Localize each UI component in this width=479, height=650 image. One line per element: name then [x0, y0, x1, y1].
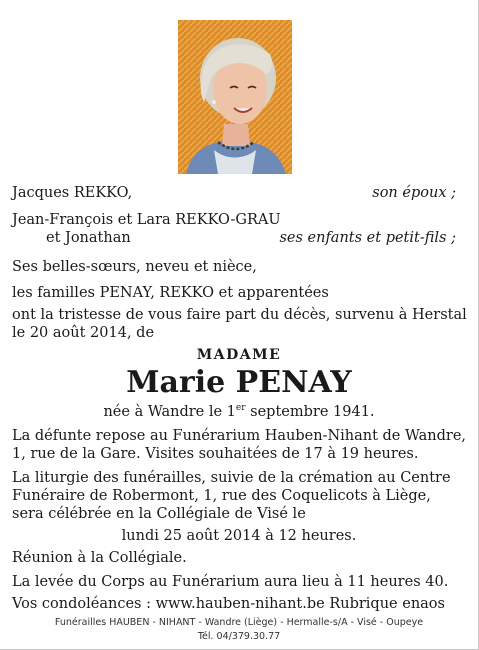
announcement-line2: le 20 août 2014, de [12, 325, 155, 341]
children-role: ses enfants et petit-fils ; [279, 230, 456, 246]
families-line: les familles PENAY, REKKO et apparentées [12, 285, 329, 301]
liturgy-line2: Funéraire de Robermont, 1, rue des Coquelicots à Liège, [12, 488, 431, 504]
meeting-line: Réunion à la Collégiale. [12, 550, 187, 566]
husband-line [12, 184, 456, 202]
announcement-line1: ont la tristesse de vous faire part du décès, survenu à Herstal [12, 307, 467, 323]
siblings-line: Ses belles-sœurs, neveu et nièce, [12, 259, 257, 275]
husband-role: son époux ; [372, 185, 456, 201]
deceased-title: MADAME [196, 347, 282, 363]
ceremony-date: lundi 25 août 2014 à 12 heures. [121, 528, 357, 544]
condolences-line[interactable]: Vos condoléances : www.hauben-nihant.be Rubrique enaos [12, 596, 445, 612]
liturgy-line3: sera célébrée en la Collégiale de Visé le [12, 506, 306, 522]
birth-line [0, 403, 478, 421]
grandchild-name: et Jonathan [46, 230, 131, 246]
footer-phone: Tél. 04/379.30.77 [197, 631, 281, 642]
children-line1: Jean-François et Lara REKKO-GRAU [12, 212, 281, 228]
birth-suffix: septembre 1941. [245, 404, 375, 420]
repose-line2: 1, rue de la Gare. Visites souhaitées de 17 à 19 heures. [12, 446, 419, 462]
portrait-photo [178, 20, 292, 174]
deceased-name: Marie PENAY [126, 365, 352, 400]
footer-line1: Funérailles HAUBEN - NIHANT - Wandre (Liège) - Hermalle-s/A - Visé - Oupeye [54, 617, 424, 628]
husband-name: Jacques REKKO, [12, 185, 133, 201]
portrait-image [178, 20, 292, 174]
repose-line1: La défunte repose au Funérarium Hauben-Nihant de Wandre, [12, 428, 467, 444]
birth-sup: er [235, 403, 246, 414]
departure-line: La levée du Corps au Funérarium aura lieu à 11 heures 40. [12, 574, 449, 590]
children-line2 [12, 229, 456, 247]
birth-prefix: née à Wandre le 1 [103, 404, 236, 420]
liturgy-line1: La liturgie des funérailles, suivie de la crémation au Centre [12, 470, 451, 486]
